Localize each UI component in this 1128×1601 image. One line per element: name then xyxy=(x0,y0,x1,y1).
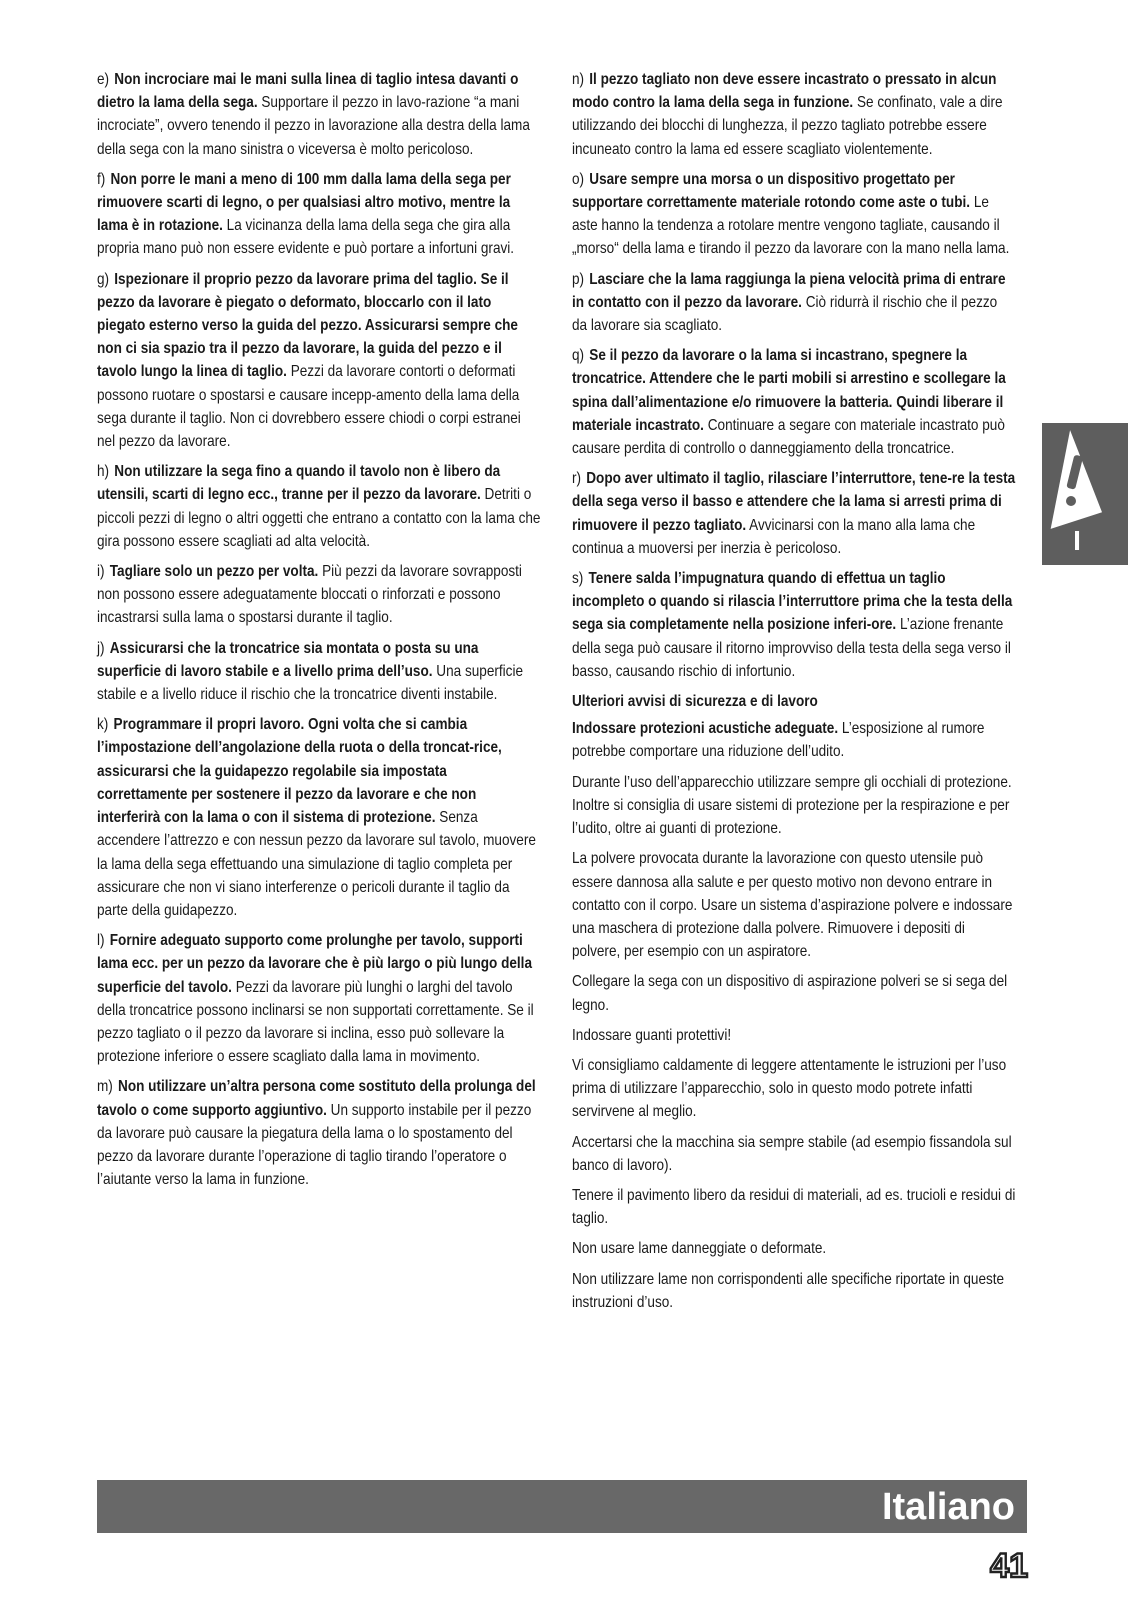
safety-item xyxy=(97,713,541,922)
safety-item xyxy=(97,929,541,1068)
item-bold-text: Tagliare solo un pezzo per volta. xyxy=(109,563,319,581)
item-label: l) xyxy=(97,932,105,950)
safety-item xyxy=(572,168,1016,261)
safety-item xyxy=(572,467,1016,560)
item-label: k) xyxy=(97,716,109,734)
item-label: n) xyxy=(572,71,585,88)
item-bold-text: Il pezzo tagliato non deve essere incastrato o pressato in alcun modo contro la lama della sega in funzione. xyxy=(572,71,997,112)
paragraph: Non utilizzare lame non corrispondenti alle specifiche riportate in queste instruzioni d’uso. xyxy=(572,1270,1005,1311)
safety-item xyxy=(572,68,1016,161)
item-text: Ciò ridurrà il rischio che il pezzo da lavorare sia scagliato. xyxy=(572,293,998,335)
paragraph: Tenere il pavimento libero da residui di materiali, ad es. trucioli e residui di taglio. xyxy=(572,1186,1016,1228)
item-bold-text: Usare sempre una morsa o un dispositivo progettato per supportare correttamente materiale rotondo come aste o tubi. xyxy=(572,170,971,212)
item-text: Pezzi da lavorare più lunghi o larghi del tavolo della troncatrice possono inclinarsi se non supportati correttamente. Se il pezzo tagliato o il pezzo da lavorare si inclina, esso può sollevare la protezione inferiore o essere scagliato dalla lama in movimento. xyxy=(97,978,534,1066)
item-label: s) xyxy=(572,570,584,588)
item-label: r) xyxy=(572,470,582,488)
item-bold-text: Tenere salda l’impugnatura quando di effettua un taglio incompleto o quando si rilascia l’interruttore prima che la testa della sega sia completamente nella posizione inferi-ore. xyxy=(572,570,1013,634)
item-bold-text: Non incrociare mai le mani sulla linea di taglio intesa davanti o dietro la lama della sega. xyxy=(97,71,519,112)
right-column xyxy=(572,68,1016,1321)
item-bold-text: Non porre le mani a meno di 100 mm dalla lama della sega per rimuovere scarti di legno, o per qualsiasi altro motivo, mentre la lama è in rotazione. xyxy=(97,170,511,235)
item-label: i) xyxy=(97,563,105,581)
safety-item xyxy=(97,637,541,707)
item-text: Più pezzi da lavorare sovrapposti non possono essere adeguatamente bloccati o rinforzati e possono incastrarsi sulla lama o spostarsi durante il taglio. xyxy=(97,563,522,627)
item-bold-text: Programmare il propri lavoro. Ogni volta che si cambia l’impostazione dell’angolazione della ruota o della troncat-rice, assicurarsi che la guidapezzo regolabile sia impostata correttamente per sostenere il pezzo da lavorare e che non interferirà con la lama o con il sistema di protezione. xyxy=(97,716,502,827)
item-text: Senza accendere l’attrezzo e con nessun pezzo da lavorare sul tavolo, muovere la lama della sega effettuando una simulazione di taglio completa per assicurare che non vi siano interferenze o pericoli durante il taglio da parte della guidapezzo. xyxy=(97,809,536,919)
item-text: Un supporto instabile per il pezzo da lavorare può causare la piegatura della lama o lo spostamento del pezzo da lavorare durante l’operazione di taglio tirando l’operatore o l’aiutante verso la lama in funzione. xyxy=(97,1101,532,1189)
item-text: Continuare a segare con materiale incastrato può causare perdita di controllo o danneggiamento della troncatrice. xyxy=(572,416,1005,458)
paragraph: Vi consigliamo caldamente di leggere attentamente le istruzioni per l’uso prima di utilizzare l’apparecchio, solo in questo modo potrete infatti servirvene al meglio. xyxy=(572,1056,1007,1121)
item-text: Detriti o piccoli pezzi di legno o altri oggetti che entrano a contatto con la lama che gira possono essere scagliati ad alta velocità. xyxy=(97,486,541,550)
item-text: Se confinato, vale a dire utilizzando dei blocchi di lunghezza, il pezzo tagliato potrebbe essere incuneato contro la lama ed essere scagliato violentemente. xyxy=(572,94,1003,158)
item-text: Avvicinarsi con la mano alla lama che continua a muoversi per inerzia è pericoloso. xyxy=(572,516,976,557)
item-label: p) xyxy=(572,270,585,288)
item-bold-text: Lasciare che la lama raggiunga la piena velocità prima di entrare in contatto con il pezzo da lavorare. xyxy=(572,270,1006,311)
item-label: f) xyxy=(97,170,106,188)
paragraph: Durante l’uso dell’apparecchio utilizzare sempre gli occhiali di protezione. Inoltre si consiglia di usare sistemi di protezione per la respirazione e per l’udito, oltre ai guanti di protezione. xyxy=(572,773,1012,838)
language-title: Italiano xyxy=(881,1486,1015,1528)
paragraph: Non usare lame danneggiate o deformate. xyxy=(572,1240,827,1258)
item-label: j) xyxy=(97,639,105,657)
language-letter: I xyxy=(1073,525,1081,556)
item-bold-text: Non utilizzare la sega fino a quando il tavolo non è libero da utensili, scarti di legno ecc., tranne per il pezzo da lavorare. xyxy=(97,463,501,504)
safety-item xyxy=(97,68,541,161)
section-heading: Ulteriori avvisi di sicurezza e di lavoro xyxy=(572,693,818,711)
safety-item xyxy=(97,1075,541,1191)
general-paragraphs xyxy=(572,771,1016,1314)
safety-item xyxy=(572,268,1016,338)
page-number: 41 xyxy=(990,1547,1028,1585)
item-bold-text: Dopo aver ultimato il taglio, rilasciare l’interruttore, tene-re la testa della sega verso il basso e attendere che la lama si arresti prima di rimuovere il pezzo tagliato. xyxy=(572,470,1016,534)
item-label: q) xyxy=(572,347,585,365)
item-label: h) xyxy=(97,463,110,481)
safety-item xyxy=(97,168,541,261)
item-bold-text: Fornire adeguato supporto come prolunghe per tavolo, supporti lama ecc. per un pezzo da lavorare che è più largo o più lungo della superficie del tavolo. xyxy=(97,932,532,996)
right-list xyxy=(572,68,1016,683)
item-text: Supportare il pezzo in lavo-razione “a mani incrociate”, ovvero tenendo il pezzo in lavorazione alla destra della lama della sega con la mano sinistra o viceversa è molto pericoloso. xyxy=(97,94,530,158)
intro-paragraph xyxy=(572,717,1016,763)
safety-item xyxy=(572,344,1016,460)
item-text: Pezzi da lavorare contorti o deformati possono ruotare o spostarsi e causare incepp-amento della lama della sega durante il taglio. Non ci dovrebbero essere chiodi o corpi estranei nel pezzo da lavorare. xyxy=(97,363,521,451)
paragraph: Indossare guanti protettivi! xyxy=(572,1026,732,1044)
item-bold-text: Ispezionare il proprio pezzo da lavorare prima del taglio. Se il pezzo da lavorare è piegato o deformato, bloccarlo con il lato piegato esterno verso la guida del pezzo. Assicurarsi sempre che non ci sia spazio tra il pezzo da lavorare, la guida del pezzo e il tavolo lungo la linea di taglio. xyxy=(97,270,518,381)
side-tab xyxy=(1042,423,1128,565)
item-text: L’azione frenante della sega può causare il ritorno improvviso della testa della sega verso il basso, causando rischio di infortunio. xyxy=(572,616,1011,680)
left-column xyxy=(97,68,541,1198)
intro-bold: Indossare protezioni acustiche adeguate. xyxy=(572,720,839,738)
paragraph: La polvere provocata durante la lavorazione con questo utensile può essere dannosa alla salute e per questo motivo non devono entrare in contatto con il corpo. Usare un sistema d’aspirazione polvere e indossare una maschera di protezione dalla polvere. Rimuovere i depositi di polvere, per esempio con un aspiratore. xyxy=(572,850,1013,961)
item-text: Una superficie stabile e a livello riduce il rischio che la troncatrice diventi instabile. xyxy=(97,662,524,704)
language-bar xyxy=(97,1480,1027,1533)
item-label: o) xyxy=(572,170,585,188)
item-label: e) xyxy=(97,71,110,88)
safety-item xyxy=(97,460,541,553)
item-bold-text: Non utilizzare un’altra persona come sostituto della prolunga del tavolo o come supporto aggiuntivo. xyxy=(97,1078,536,1119)
item-text: La vicinanza della lama della sega che gira alla propria mano può non essere evidente e può portare a infortuni gravi. xyxy=(97,217,515,258)
item-bold-text: Assicurarsi che la troncatrice sia montata o posta su una superficie di lavoro stabile e a livello prima dell’uso. xyxy=(97,639,479,680)
item-bold-text: Se il pezzo da lavorare o la lama si incastrano, spegnere la troncatrice. Attendere che le parti mobili si arrestino e scollegare la spina dall’alimentazione e/o rimuovere la batteria. Quindi liberare il materiale incastrato. xyxy=(572,347,1006,434)
item-text: Le aste hanno la tendenza a rotolare mentre vengono tagliate, causando il „morso“ della lama e tirando il pezzo da lavorare con la mano nella lama. xyxy=(572,194,1010,258)
safety-item xyxy=(97,560,541,630)
paragraph: Accertarsi che la macchina sia sempre stabile (ad esempio fissandola sul banco di lavoro). xyxy=(572,1133,1012,1174)
paragraph: Collegare la sega con un dispositivo di aspirazione polveri se si sega del legno. xyxy=(572,973,1008,1014)
item-label: m) xyxy=(97,1078,113,1096)
safety-item xyxy=(97,268,541,454)
item-label: g) xyxy=(97,270,110,288)
intro-text: L’esposizione al rumore potrebbe comportare una riduzione dell’udito. xyxy=(572,720,985,761)
safety-item xyxy=(572,567,1016,683)
